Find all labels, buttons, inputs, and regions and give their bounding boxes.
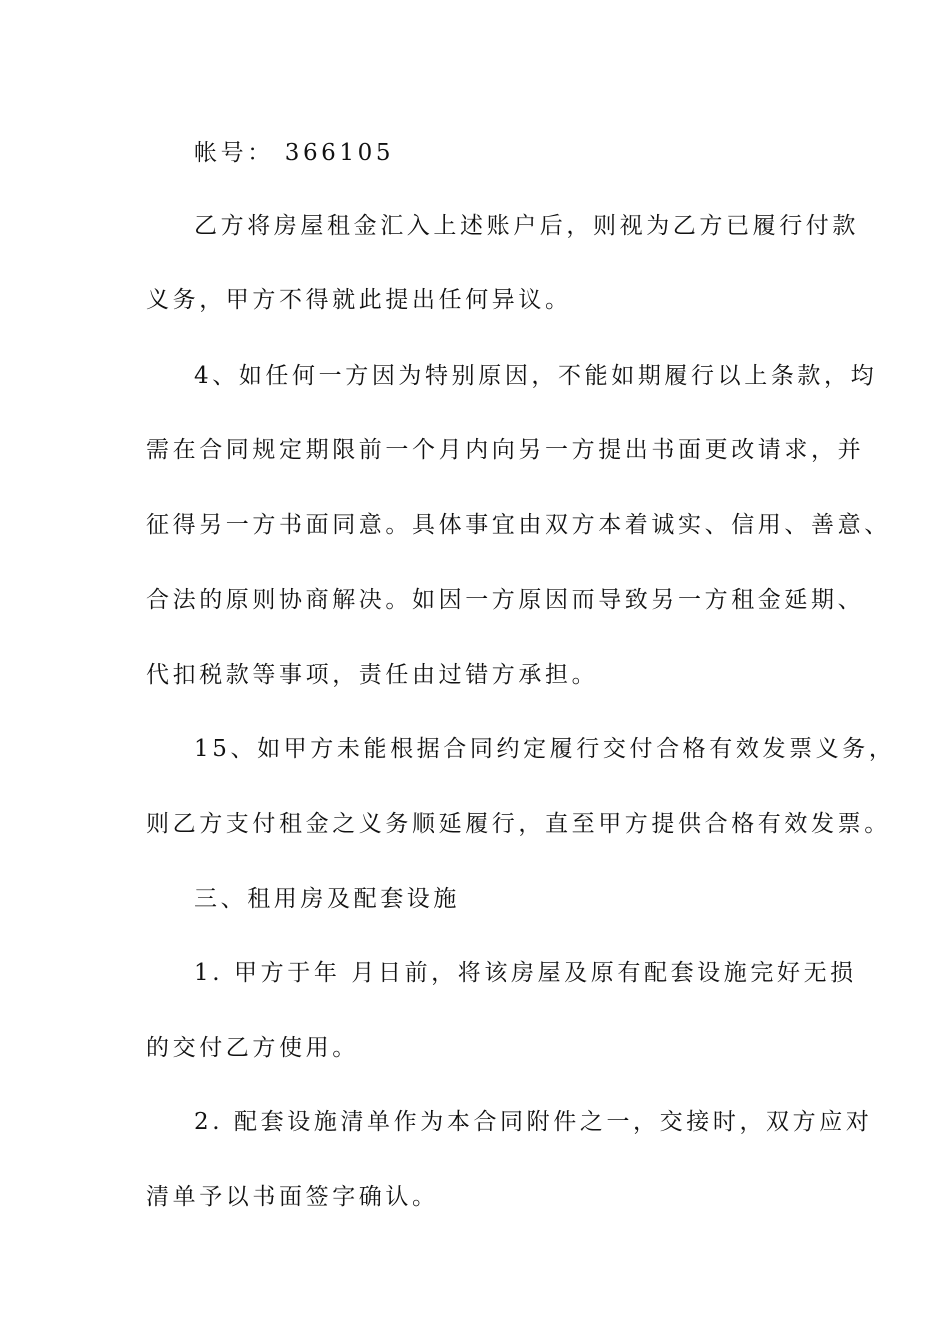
section-heading: 三、租用房及配套设施: [194, 886, 460, 912]
paragraph-line: 义务，甲方不得就此提出任何异议。: [146, 287, 572, 313]
paragraph-line: 则乙方支付租金之义务顺延履行，直至甲方提供合格有效发票。: [146, 811, 891, 837]
paragraph-line: 清单予以书面签字确认。: [146, 1184, 439, 1210]
paragraph-line: 代扣税款等事项，责任由过错方承担。: [146, 662, 599, 688]
item-2-line: 2. 配套设施清单作为本合同附件之一，交接时，双方应对: [194, 1109, 873, 1135]
paragraph-line: 的交付乙方使用。: [146, 1035, 359, 1061]
paragraph-line: 乙方将房屋租金汇入上述账户后，则视为乙方已履行付款: [194, 213, 859, 239]
clause-4-line: 4、如任何一方因为特别原因，不能如期履行以上条款，均: [194, 363, 878, 389]
clause-15-line: 15、如甲方未能根据合同约定履行交付合格有效发票义务，: [194, 736, 896, 762]
account-number-line: 帐号： 366105: [194, 140, 395, 166]
paragraph-line: 需在合同规定期限前一个月内向另一方提出书面更改请求，并: [146, 437, 865, 463]
paragraph-line: 征得另一方书面同意。具体事宜由双方本着诚实、信用、善意、: [146, 512, 891, 538]
item-1-line: 1. 甲方于年 月日前，将该房屋及原有配套设施完好无损: [194, 960, 857, 986]
paragraph-line: 合法的原则协商解决。如因一方原因而导致另一方租金延期、: [146, 587, 865, 613]
